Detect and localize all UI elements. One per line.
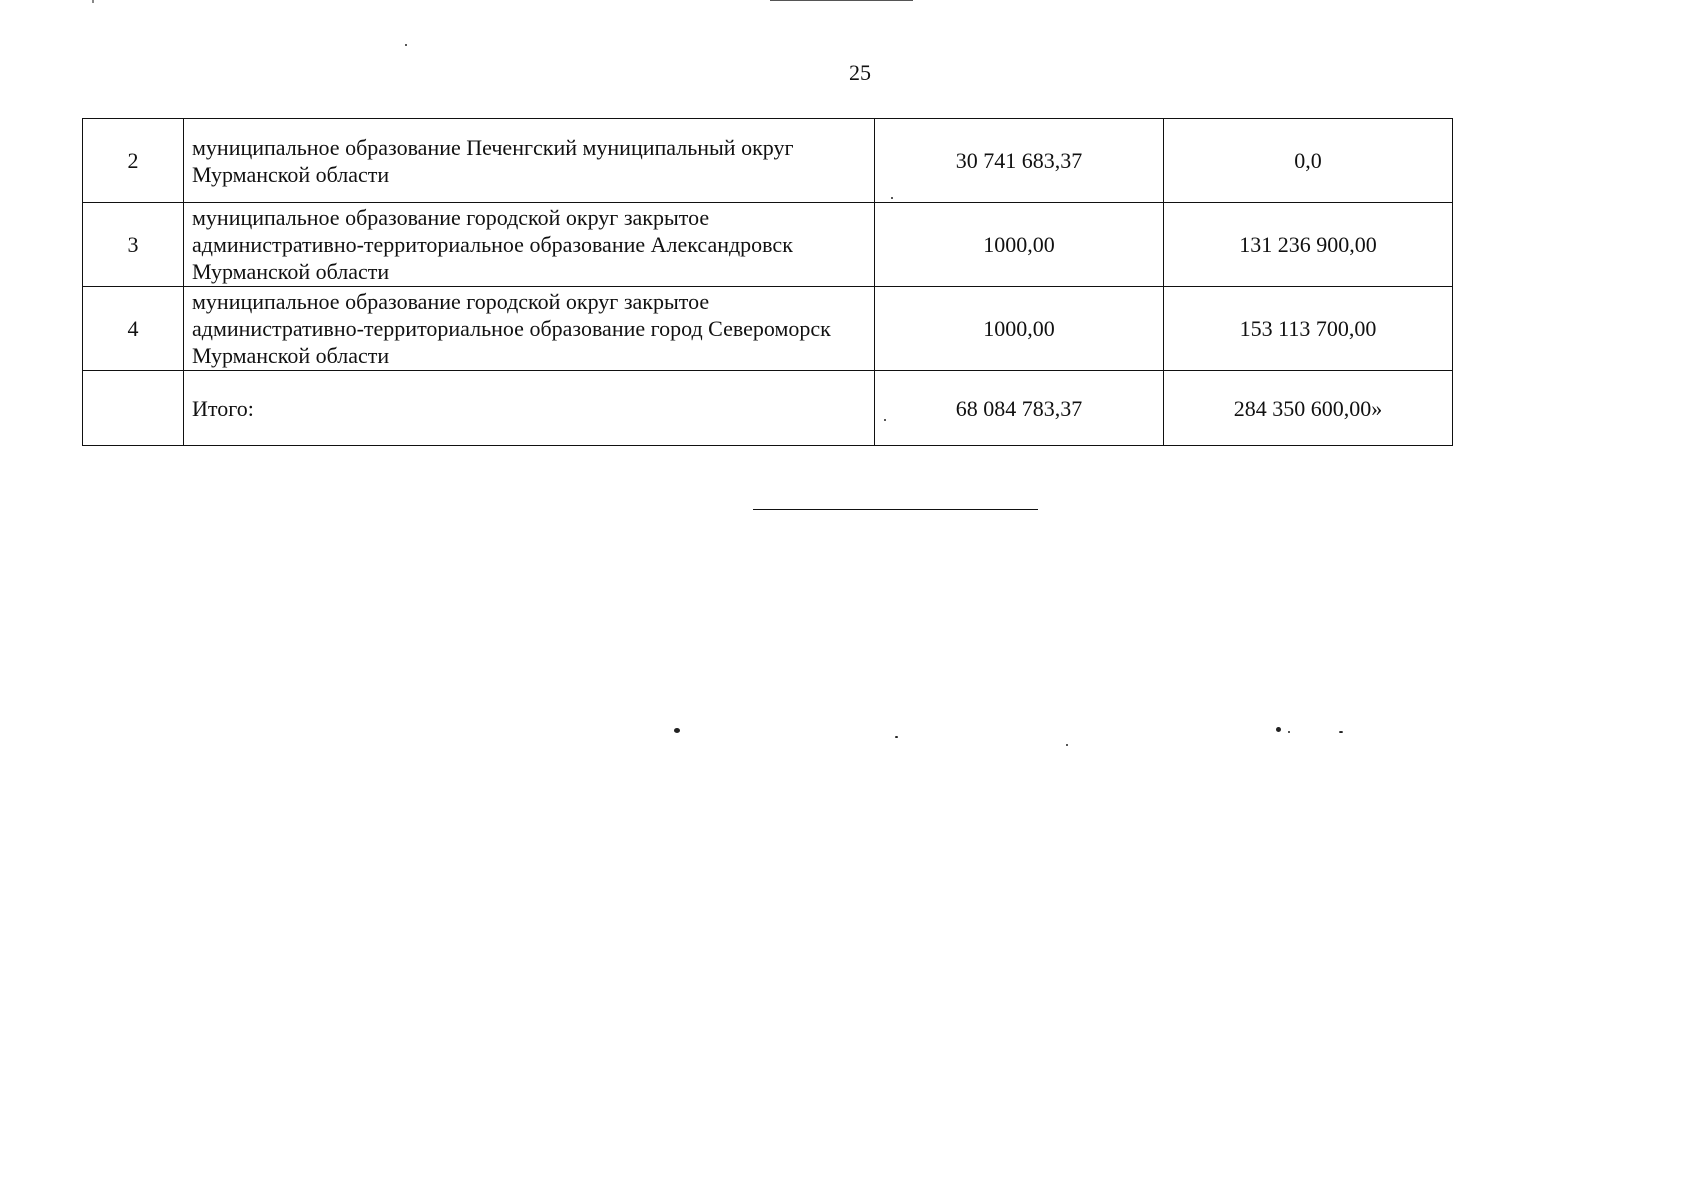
scan-speck (1339, 731, 1343, 733)
page-number: 25 (849, 60, 871, 85)
amount-2: 0,0 (1164, 119, 1453, 203)
table-row (83, 287, 1453, 371)
scan-speck (884, 419, 886, 421)
scan-speck (891, 197, 893, 199)
total-amount-2: 284 350 600,00» (1164, 371, 1453, 446)
scan-speck (405, 44, 407, 46)
municipality-name: муниципальное образование городской округ закрытое административно-территориальное образование Александровск Мурманской области (184, 203, 875, 287)
row-number: 4 (83, 287, 184, 371)
scan-speck (1066, 744, 1068, 746)
table-row (83, 119, 1453, 203)
total-label: Итого: (184, 371, 875, 446)
municipality-name: муниципальное образование Печенгский муниципальный округ Мурманской области (184, 119, 875, 203)
allocation-table (82, 118, 1453, 446)
end-of-document-rule (753, 509, 1038, 510)
amount-2: 153 113 700,00 (1164, 287, 1453, 371)
scan-speck (1276, 727, 1281, 732)
amount-1: 1000,00 (875, 287, 1164, 371)
total-row (83, 371, 1453, 446)
row-number: 3 (83, 203, 184, 287)
scan-speck (895, 736, 898, 738)
table-row (83, 203, 1453, 287)
scan-speck (1288, 731, 1290, 733)
total-number-cell (83, 371, 184, 446)
municipality-name: муниципальное образование городской округ закрытое административно-территориальное образование город Североморск Мурманской области (184, 287, 875, 371)
scan-mark (92, 0, 94, 3)
top-scan-rule (770, 0, 913, 1)
row-number: 2 (83, 119, 184, 203)
amount-1: 1000,00 (875, 203, 1164, 287)
total-amount-1: 68 084 783,37 (875, 371, 1164, 446)
amount-1: 30 741 683,37 (875, 119, 1164, 203)
scan-speck (674, 728, 680, 733)
amount-2: 131 236 900,00 (1164, 203, 1453, 287)
